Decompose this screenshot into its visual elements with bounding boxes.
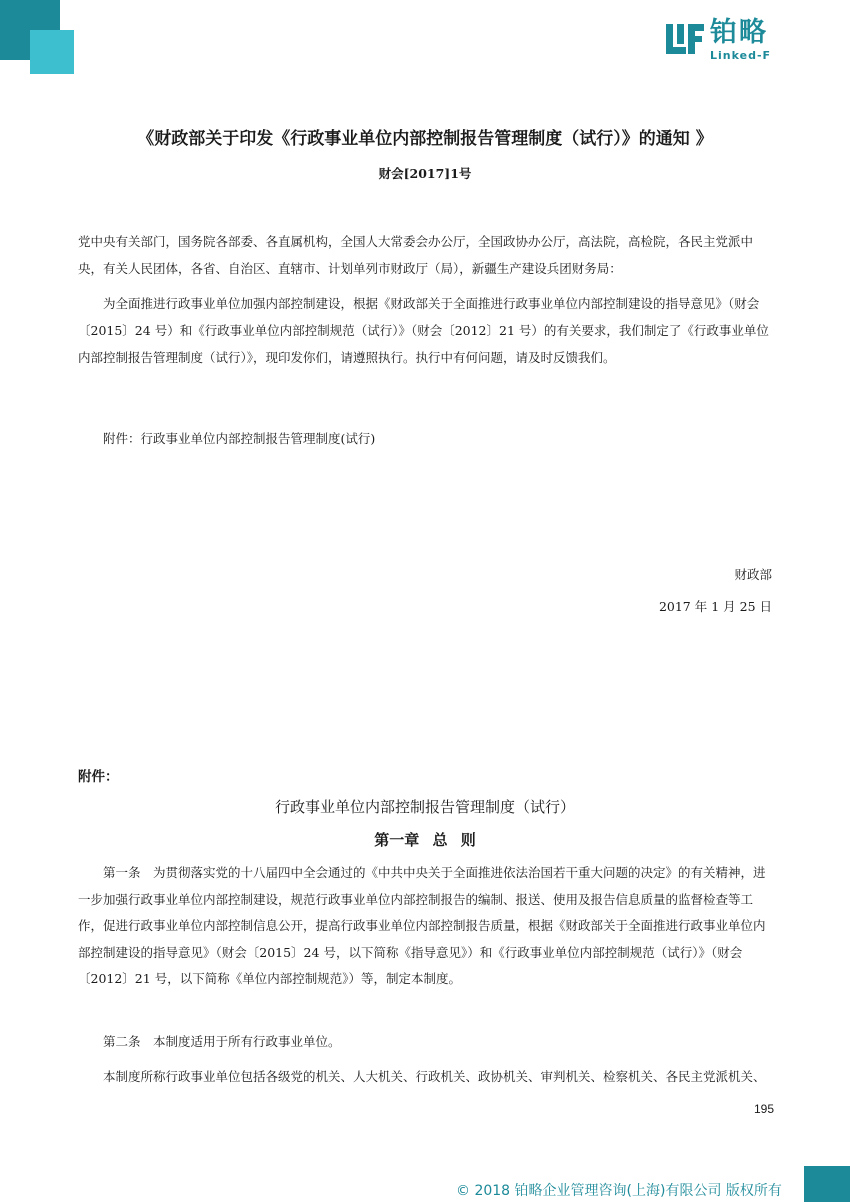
attachment-label: 附件： xyxy=(78,769,119,785)
copyright-footer: © 2018 铂略企业管理咨询(上海)有限公司 版权所有 xyxy=(456,1183,782,1199)
article-1: 第一条 为贯彻落实党的十八届四中全会通过的《中共中央关于全面推进依法治国若干重大问题的决定》的有关精神，进一步加强行政事业单位内部控制建设，规范行政事业单位内部控制报告的编制、报送、使用及报告信息质量的监督检查等工作，促进行政事业单位内部控制信息公开，提高行政事业单位内部控制报告质量，根据《财政部关于全面推进行政事业单位内部控制建设的指导意见》（财会〔2015〕24 号，以下简称《指导意见》）和《行政事业单位内部控制规范（试行）》（财会〔2012〕21 号，以下简称《单位内部控制规范》）等，制定本制度。 xyxy=(78,865,766,986)
company-logo xyxy=(666,16,796,66)
chapter-title-part: 总 xyxy=(432,831,448,849)
attachment-title: 行政事业单位内部控制报告管理制度（试行） xyxy=(274,798,575,816)
page-number: 195 xyxy=(754,1102,775,1116)
notice-title: 《财政部关于印发《行政事业单位内部控制报告管理制度（试行）》的通知 》 xyxy=(137,129,713,149)
chapter-number: 第一章 xyxy=(374,831,420,849)
document-number: 财会[2017]1号 xyxy=(378,166,472,181)
footer-decoration xyxy=(804,1166,850,1202)
chapter-heading xyxy=(0,829,850,850)
issue-date: 2017 年 1 月 25 日 xyxy=(658,599,772,614)
attachment-note: 附件：行政事业单位内部控制报告管理制度(试行) xyxy=(103,431,376,446)
corner-decoration-light xyxy=(30,30,74,74)
logo-chinese-text: 铂略 xyxy=(710,17,768,48)
recipients-paragraph: 党中央有关部门，国务院各部委、各直属机构，全国人大常委会办公厅，全国政协办公厅，高法院，高检院，各民主党派中央，有关人民团体，各省、自治区、直辖市、计划单列市财政厅（局），新疆生产建设兵团财务局： xyxy=(78,234,754,276)
article-2: 第二条 本制度适用于所有行政事业单位。 xyxy=(103,1034,341,1049)
notice-body-paragraph: 为全面推进行政事业单位加强内部控制建设，根据《财政部关于全面推进行政事业单位内部控制建设的指导意见》（财会〔2015〕24 号）和《行政事业单位内部控制规范（试行）》（财会〔2012〕21 号）的有关要求，我们制定了《行政事业单位内部控制报告管理制度（试行）》，现印发你们，请遵照执行。执行中有何问题，请及时反馈我们。 xyxy=(78,296,769,365)
logo-mark-icon xyxy=(666,18,704,60)
chapter-title-part: 则 xyxy=(460,831,476,849)
article-2-continuation: 本制度所称行政事业单位包括各级党的机关、人大机关、行政机关、政协机关、审判机关、检察机关、各民主党派机关、 xyxy=(103,1069,766,1084)
logo-english-text: Linked-F xyxy=(710,49,772,62)
signatory: 财政部 xyxy=(734,567,772,582)
